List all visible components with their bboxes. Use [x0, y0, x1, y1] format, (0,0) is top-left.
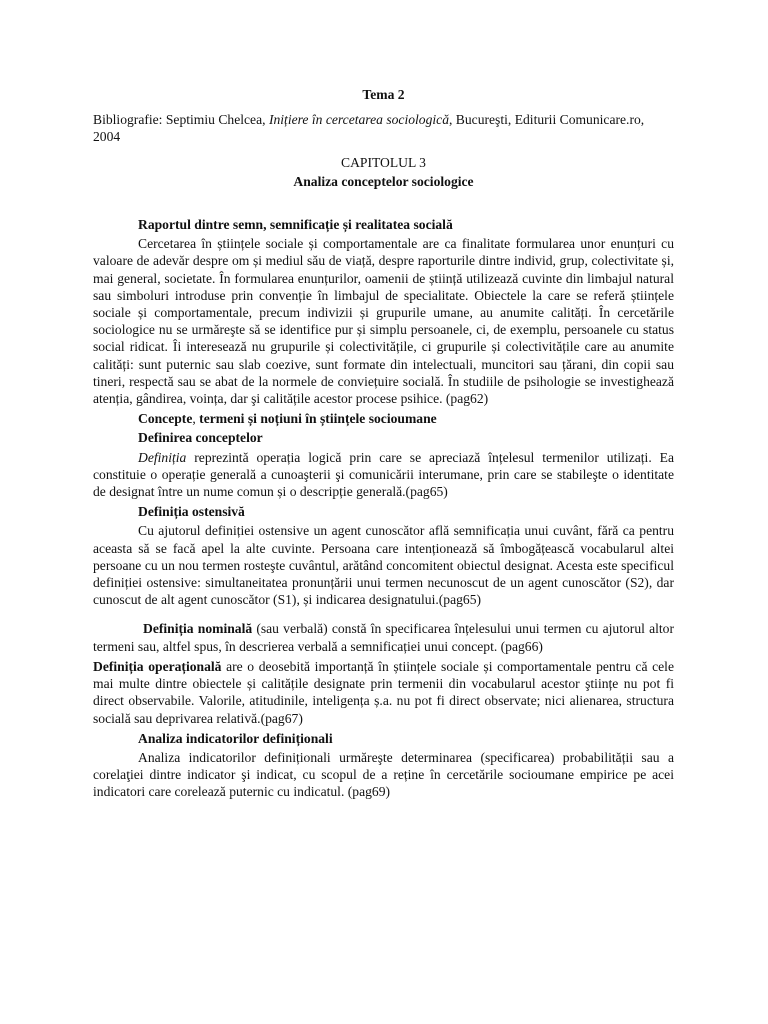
- paragraph-indicatori: Analiza indicatorilor definiționali urmăreşte determinarea (specificarea) probabilității sau a corelaţiei dintre indicator şi indicat, cu scopul de a reține în cercetările socioumane empirice pe acei indicatori care corelează puternic cu indicatul. (pag69): [93, 749, 674, 800]
- heading-concepte-part1: Concepte: [138, 411, 193, 427]
- section-heading-ostensiva: Definiția ostensivă: [138, 504, 245, 520]
- section-heading-concepte: [93, 410, 674, 427]
- operationala-text: are o deosebită importanță în științele sociale și comportamentale pentru că cele mai multe dintre obiectele și calitățile designate prin termenii din vocabularul acestor ştiințe nu pot fi direct observabile. Valorile, atitudinile, inteligența ș.a. nu pot fi direct observate; nici alienarea, structura socială sau deprivarea relativă.(pag67): [93, 658, 674, 726]
- chapter-label: CAPITOLUL 3: [341, 154, 426, 170]
- bibliography-prefix: Bibliografie: Septimiu Chelcea,: [93, 112, 269, 128]
- paragraph-nominala: [93, 620, 674, 654]
- paragraph-definirea: [93, 449, 674, 501]
- section-heading-indicatori: Analiza indicatorilor definiționali: [138, 730, 333, 746]
- bibliography-suffix: , Bucureşti, Editurii Comunicare.ro, 2004: [93, 112, 645, 145]
- bibliography-book-title: Inițiere în cercetarea sociologică: [268, 112, 449, 128]
- heading-concepte-separator: ,: [192, 411, 200, 427]
- paragraph-raportul: Cercetarea în științele sociale și comportamentale are ca finalitate formularea unor enunțuri cu valoare de adevăr despre om și mediul său de viață, despre raporturile dintre individ, grup, colectivitate și, mai general, societate. În formularea enunțurilor, oamenii de știință utilizează cuvinte din limbajul natural sau simboluri introduse prin convenție în limbajul de specialitate. Obiectele la care se referă științele sociale și comportamentale, precum indivizii și grupurile umane, au anumite calități. În cercetările sociologice nu se urmăreşte să se identifice pur și simplu persoanele, ci, de exemplu, persoanele cu status social ridicat. Îi interesează nu grupurile și colectivitățile, ci grupurile și colectivitățile care au anumite calități: sunt puternic sau slab coezive, sunt formate din intelectuali, muncitori sau țărani, din copii sau tineri, respectă sau se abat de la normele de conviețuire socială. În studiile de psihologie se investighează atenția, gândirea, voința, dar şi calitățile acestor procese psihice. (pag62): [93, 236, 674, 407]
- term-definitia-nominala: Definiția nominală: [143, 621, 253, 637]
- bibliography: [93, 111, 674, 145]
- paragraph-ostensiva: Cu ajutorul definiției ostensive un agent cunoscător află semnificația unui cuvânt, fără ca pentru aceasta să se facă apel la alte cuvinte. Persoana care intenționează să îmbogățească vocabularul altei persoane cu un nou termen rosteşte cuvântul, arătând concomitent obiectul designat. Acesta este specificul definiției ostensive: simultaneitatea pronunțării unui termen necunoscut de un agent cunoscător (S2), dar cunoscut de alt agent cunoscător (S1), și indicarea designatului.(pag65): [93, 523, 674, 608]
- term-definitia: Definiția: [138, 449, 187, 465]
- chapter-subtitle: Analiza conceptelor sociologice: [293, 173, 474, 189]
- section-heading-definirea: Definirea conceptelor: [138, 430, 263, 446]
- nominala-text: (sau verbală) constă în specificarea înțelesului unui termen cu ajutorul altor termeni sau, altfel spus, în descrierea verbală a semnificației unui concept. (pag66): [93, 621, 674, 654]
- page-title: Tema 2: [362, 87, 405, 102]
- section-heading-raportul: Raportul dintre semn, semnificație și realitatea socială: [138, 217, 453, 233]
- term-definitia-operationala: Definiția operațională: [93, 658, 222, 674]
- heading-concepte-part2: termeni și noțiuni în științele socioumane: [199, 411, 437, 427]
- definirea-text: reprezintă operația logică prin care se apreciază înțelesul termenilor utilizați. Ea constituie o operație generală a cunoaşterii şi comunicării interumane, prin care se stabileşte o identitate de designat între un nume comun și o descripție generală.(pag65): [93, 449, 674, 500]
- paragraph-operationala: [93, 658, 674, 727]
- document-page: [93, 86, 674, 804]
